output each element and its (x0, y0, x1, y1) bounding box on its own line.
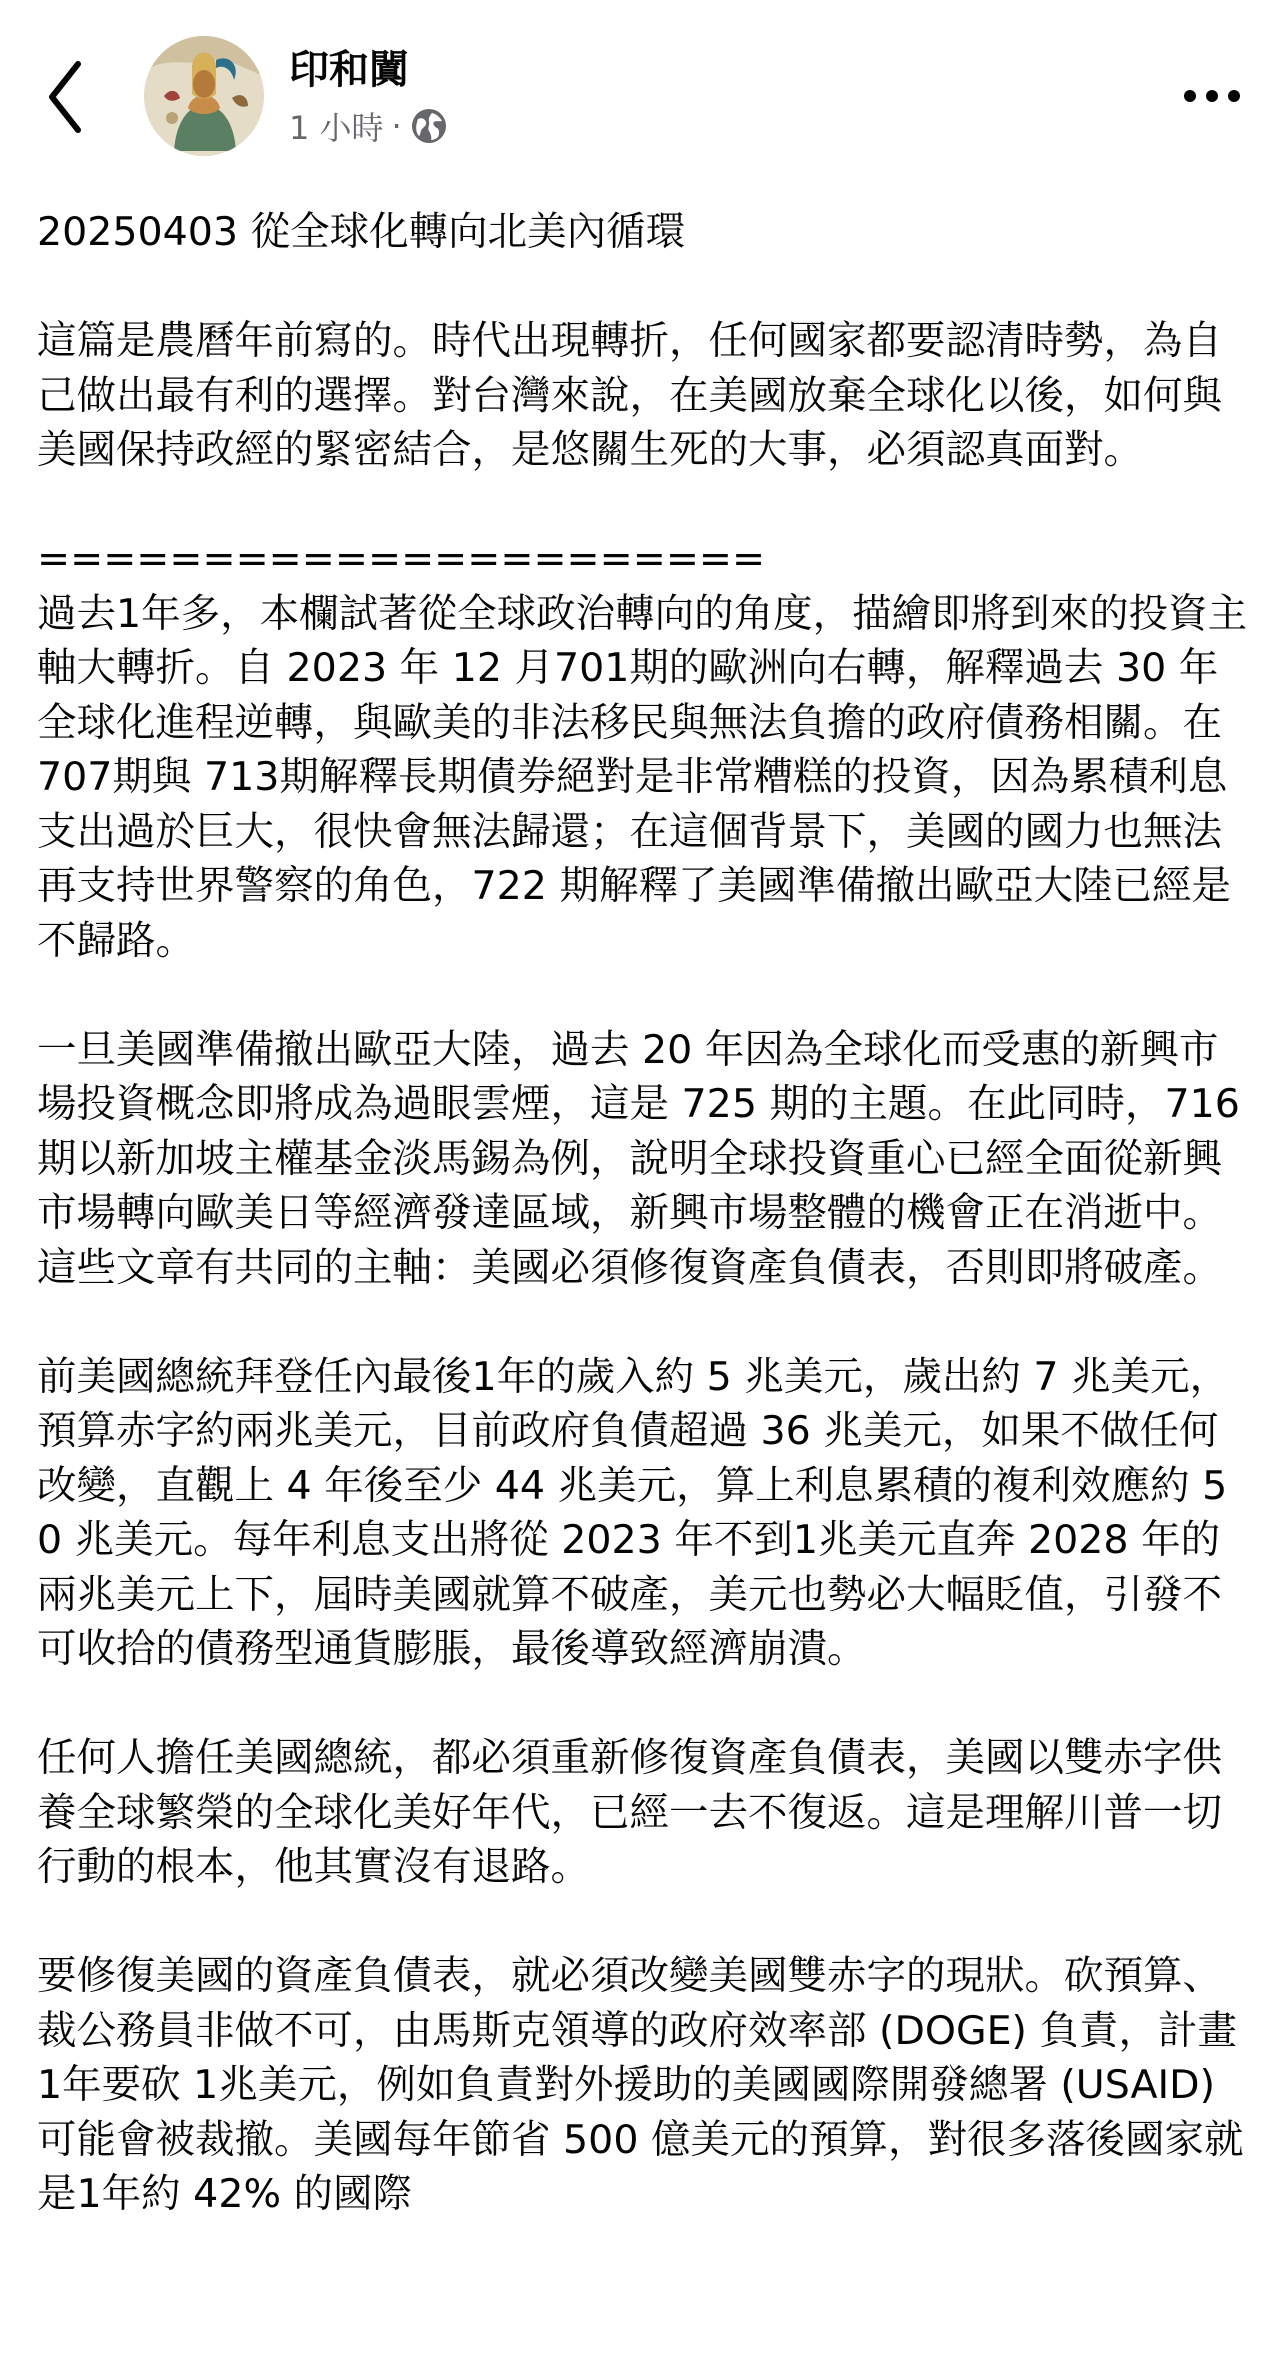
post-title: 20250403 從全球化轉向北美內循環 (37, 209, 686, 255)
post-paragraph: 任何人擔任美國總統，都必須重新修復資產負債表，美國以雙赤字供養全球繁榮的全球化美好年代，已經一去不復返。這是理解川普一切行動的根本，他其實沒有退路。 (37, 1735, 1222, 1890)
post-paragraph: 要修復美國的資產負債表，就必須改變美國雙赤字的現狀。砍預算、裁公務員非做不可，由馬斯克領導的政府效率部 (DOGE) 負責，計畫 1年要砍 1兆美元，例如負責對外援助的美國國際開發總署 (USAID) 可能會被裁撤。美國每年節省 500 億美元的預算，對很多落後國家就是1年約 42% 的國際 (37, 1953, 1250, 2217)
author-name[interactable]: 印和闐 (289, 47, 409, 93)
post-paragraph: 前美國總統拜登任內最後1年的歲入約 5 兆美元，歲出約 7 兆美元，預算赤字約兩兆美元，目前政府負債超過 36 兆美元，如果不做任何改變，直觀上 4 年後至少 44 兆美元，算上利息累積的複利效應約 50 兆美元。每年利息支出將從 2023 年不到1兆美元直奔 2028 年的兩兆美元上下，屆時美國就算不破產，美元也勢必大幅貶值，引發不可收拾的債務型通貨膨脹，最後導致經濟崩潰。 (37, 1353, 1230, 1672)
more-options-button[interactable] (1180, 78, 1244, 114)
back-button[interactable] (44, 58, 92, 136)
post-paragraph: 這篇是農曆年前寫的。時代出現轉折，任何國家都要認清時勢，為自己做出最有利的選擇。對台灣來說，在美國放棄全球化以後，如何與美國保持政經的緊密結合，是悠關生死的大事，必須認真面對。 (37, 318, 1222, 473)
post-meta (289, 104, 448, 148)
globe-icon (410, 107, 448, 145)
post-paragraph: ====================== 過去1年多，本欄試著從全球政治轉向的角度，描繪即將到來的投資主軸大轉折。自 2023 年 12 月701期的歐洲向右轉，解釋過去 30 年全球化進程逆轉，與歐美的非法移民與無法負擔的政府債務相關。在 707期與 713期解釋長期債券絕對是非常糟糕的投資，因為累積利息支出過於巨大，很快會無法歸還；在這個背景下，美國的國力也無法再支持世界警察的角色，722 期解釋了美國準備撤出歐亞大陸已經是不歸路。 (37, 536, 1248, 964)
post-time[interactable]: 1 小時 (289, 109, 384, 147)
post-body (37, 205, 1252, 2276)
chevron-left-icon (44, 58, 92, 136)
post-paragraph: 一旦美國準備撤出歐亞大陸，過去 20 年因為全球化而受惠的新興市場投資概念即將成為過眼雲煙，這是 725 期的主題。在此同時，716 期以新加坡主權基金淡馬錫為例，說明全球投資重心已經全面從新興市場轉向歐美日等經濟發達區域，新興市場整體的機會正在消逝中。這些文章有共同的主軸：美國必須修復資產負債表，否則即將破產。 (37, 1026, 1253, 1291)
post-header (0, 0, 1284, 190)
meta-separator: · (391, 107, 402, 145)
avatar[interactable] (144, 36, 264, 156)
more-horizontal-icon (1180, 78, 1244, 114)
